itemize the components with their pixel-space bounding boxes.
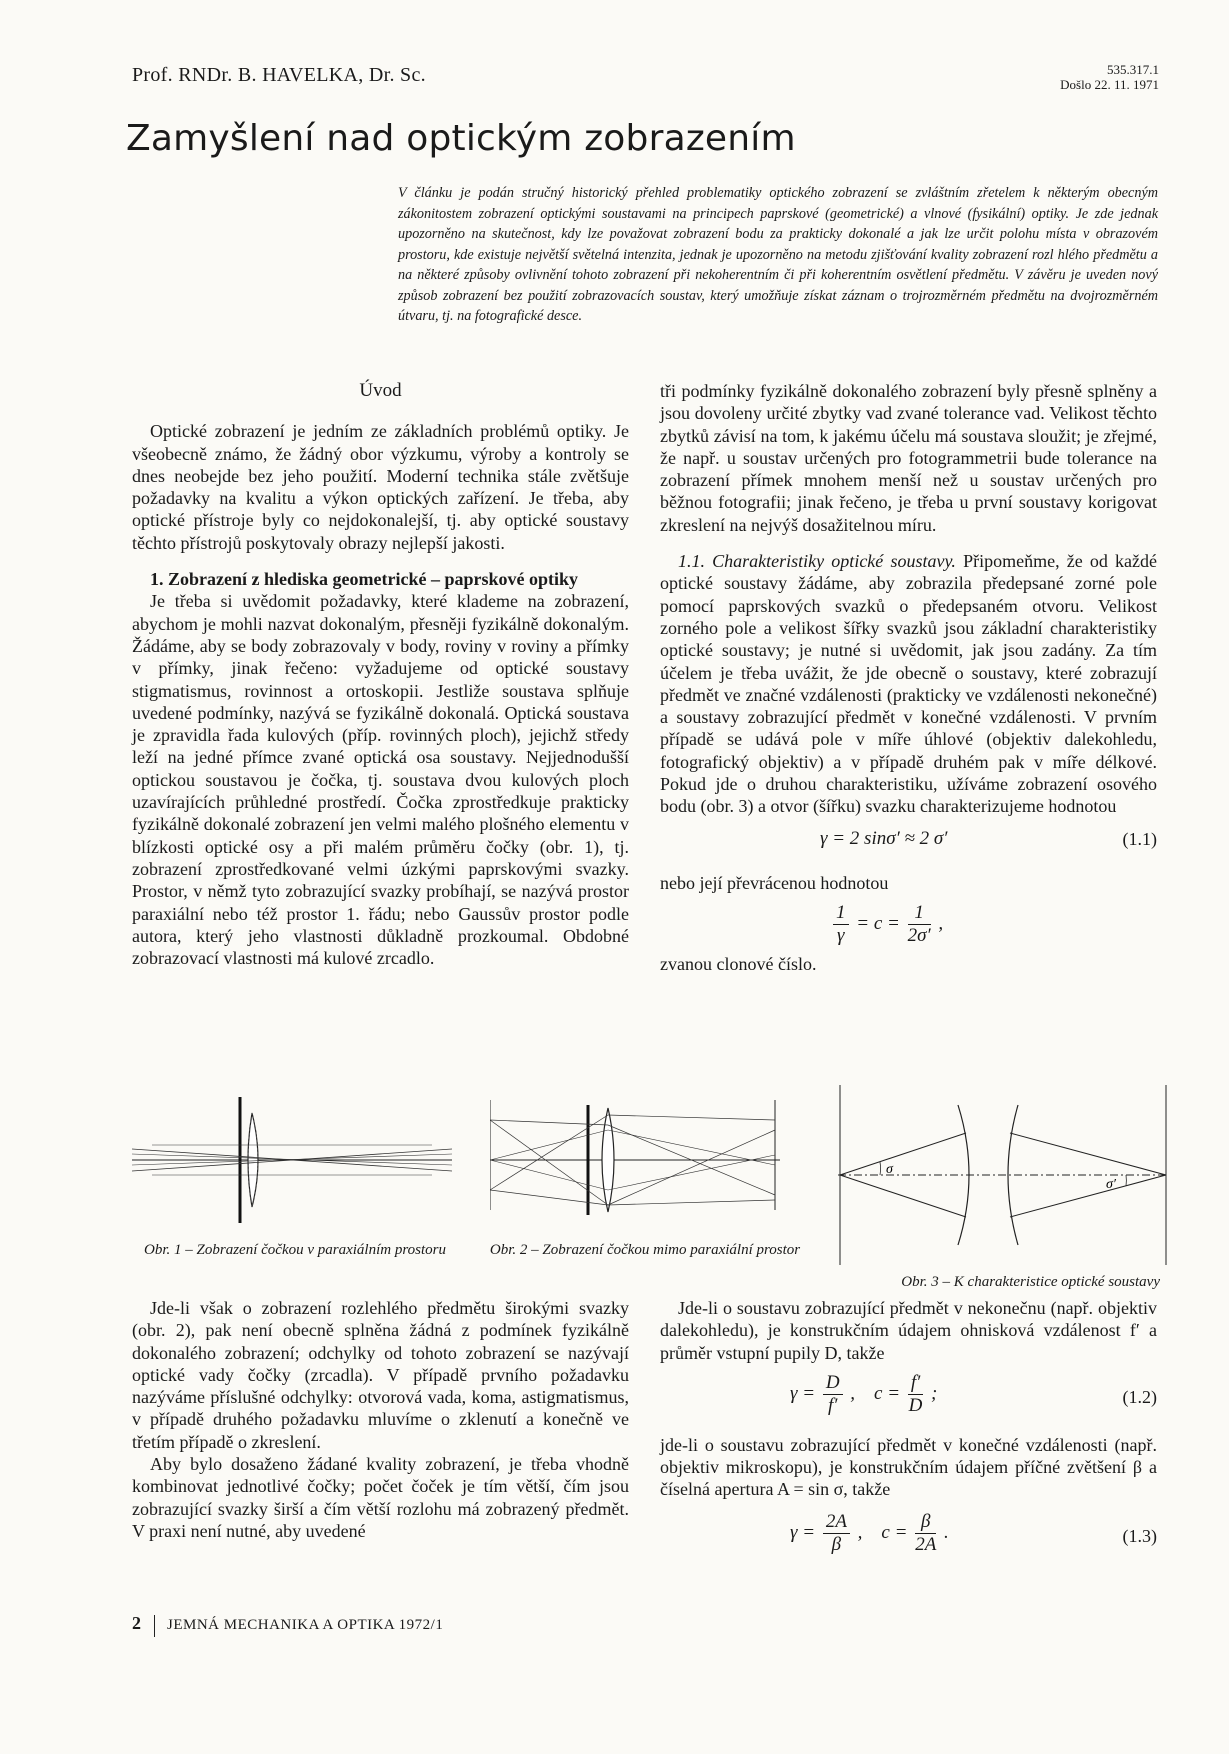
eq13-separator: , <box>857 1521 863 1543</box>
f-number-text: zvanou clonové číslo. <box>660 953 817 974</box>
fraction-numerator: 1 <box>908 902 931 925</box>
figure-1-caption: Obr. 1 – Zobrazení čočkou v paraxiálním prostoru <box>144 1242 446 1258</box>
marginal-ray <box>840 1133 966 1175</box>
eq13-c: c = <box>881 1521 908 1543</box>
equation-clone-number <box>830 902 1157 947</box>
page-number: 2 <box>132 1613 142 1633</box>
equation-middle: = c = <box>856 912 900 934</box>
fraction-numerator: 2A <box>823 1511 850 1534</box>
section-1-paragraph: Je třeba si uvědomit požadavky, které klademe na zobrazení, abychom je mohli nazvat dokonalým, přesněji fyzikálně dokonalým. Žádáme, aby se body zobrazovaly v body, roviny v roviny a přímky v přímky, jinak řečeno: vyžadujeme od optické soustavy stigmatismus, rovinnost a ortoskopii. Jestliže soustava splňuje uvedené podmínky, nazývá se fyzikálně dokonalá. Optická soustava je zpravidla řada kulových (příp. rovinných ploch), jejichž středy leží na jedné přímce zvané optická osa soustavy. Nejjednodušší optickou soustavou je čočka, tj. soustava dvou kulových ploch uzavírajících průhledné prostředí. Čočka zprostředkuje prakticky fyzikálně dokonalé zobrazení jen velmi malého plošného elementu v blízkosti optické osy a při malém průměru čočky (obr. 1), tj. zobrazení zprostředkované velmi úzkými paprskovými svazky. Prostor, v němž tyto zobrazující svazky probíhají, se nazývá prostor paraxiální nebo též prostor 1. řádu; nebo Gaussův prostor podle autora, který jeho vlastnosti důkladně prozkoumal. Obdobné zobrazovací vlastnosti má kulové zrcadlo. <box>132 591 629 969</box>
eq12-gamma: γ = <box>790 1382 816 1404</box>
fraction-numerator: β <box>915 1511 936 1534</box>
subsection-number: 1.1. <box>678 551 705 572</box>
sigma-prime-label: σ′ <box>1106 1177 1116 1192</box>
characteristics-text: Připomeňme, že od každé optické soustavy žádáme, aby zobrazila předepsané zorné pole pomocí paprskových svazků o předepsaném otvoru. Velikost zorného pole a velikost šířky svazků jsou základní charakteristiky optické soustavy; je nutné si uvědomit, jak jsou zadány. Za tím účelem je třeba uvážit, že jde obecně o soustavy, které zobrazují předmět ve značné vzdálenosti (prakticky ve vzdálenosti nekonečné) a soustavy zobrazující předmět v konečné vzdálenosti. V prvním případě se udává pole v míře úhlové (objektiv dalekohledu, fotografický objektiv) a v případě druhém pak v míře délkové. Pokud jde o druhou charakteristiku, užíváme zobrazení osového bodu (obr. 3) a otvor (šířku) svazku charakterizujeme hodnotou <box>660 551 1158 817</box>
eq12-separator: , <box>850 1382 856 1404</box>
tolerance-paragraph: tři podmínky fyzikálně dokonalého zobrazení byly přesně splněny a jsou dovoleny určité zbytky vad zvané tolerance vad. Velikost těchto zbytků závisí na tom, k jakému účelu má soustava sloužit; je zřejmé, že např. u soustav určených pro fotogrammetrii bude tolerance na zobrazení přímek mnohem menší než u soustav určených pro běžnou fotografii; jinak řečeno, je třeba u první soustavy korigovat zkreslení na nejvýš dosažitelnou míru. <box>660 381 1157 535</box>
equation-1-3-number: (1.3) <box>1122 1525 1157 1546</box>
author-name: Prof. RNDr. B. HAVELKA, Dr. Sc. <box>132 64 426 86</box>
figure-2-wide-lens <box>490 1100 780 1250</box>
equation-1-2 <box>660 1372 1157 1424</box>
equation-comma: , <box>938 912 944 934</box>
column-left-top <box>132 380 629 969</box>
lens-shape <box>248 1113 258 1207</box>
fraction-denominator: 2A <box>915 1533 937 1555</box>
marginal-ray <box>1010 1133 1166 1175</box>
fraction-denominator: f′ <box>827 1394 838 1416</box>
eq13-gamma: γ = <box>790 1521 816 1543</box>
sigma-label: σ <box>886 1162 893 1177</box>
journal-name: JEMNÁ MECHANIKA A OPTIKA 1972/1 <box>167 1617 444 1633</box>
intro-paragraph: Optické zobrazení je jedním ze základních problémů optiky. Je všeobecně známo, že žádný obor výzkumu, výroby a kontroly se dnes neobejde bez jeho použití. Moderní technika stále zvětšuje požadavky na kvalitu a výkon optických zařízení. Je třeba, aby optické přístroje byly co nejdokonalejší, tj. aby optické soustavy těchto přístrojů poskytovaly obrazy nejlepší jakosti. <box>132 421 629 553</box>
fraction-denominator: D <box>908 1394 923 1416</box>
ray <box>490 1130 608 1160</box>
fraction-denominator: β <box>831 1533 842 1555</box>
lens-combination-paragraph: Aby bylo dosaženo žádané kvality zobrazení, je třeba vhodně kombinovat jednotlivé čočky; počet čoček je tím větší, čím jsou zobrazující svazky širší a čím větší rozlohu má zobrazený předmět. V praxi není nutné, aby uvedené <box>132 1454 629 1541</box>
fraction-one-over-gamma <box>833 902 849 947</box>
ray <box>490 1115 608 1190</box>
lens-shape <box>602 1108 614 1212</box>
equation-1-1 <box>660 828 1157 862</box>
figure-1-paraxial-lens <box>132 1085 452 1235</box>
fraction-numerator: D <box>823 1372 843 1395</box>
reciprocal-text: nebo její převrácenou hodnotou <box>660 872 889 893</box>
received-date: Došlo 22. 11. 1971 <box>1060 77 1159 92</box>
eq12-c: c = <box>874 1382 901 1404</box>
udc-code: 535.317.1 <box>1107 62 1159 77</box>
subsection-title: Charakteristiky optické soustavy. <box>712 551 956 572</box>
fraction-numerator: f′ <box>908 1372 923 1395</box>
page-footer <box>132 1613 443 1637</box>
eq13-fraction-2a-over-beta <box>823 1511 850 1556</box>
marginal-ray <box>840 1175 966 1217</box>
equation-1-1-expression: γ = 2 sinσ′ ≈ 2 σ′ <box>820 827 948 849</box>
fraction-one-over-two-sigma <box>908 902 931 947</box>
eq13-end: . <box>944 1521 949 1543</box>
column-left-bottom <box>132 1297 629 1542</box>
eq12-fraction-f-over-d <box>908 1372 923 1417</box>
section-1-heading: 1. Zobrazení z hlediska geometrické – paprskové optiky <box>150 569 578 590</box>
fraction-denominator: γ <box>837 924 845 946</box>
infinity-object-paragraph: Jde-li o soustavu zobrazující předmět v nekonečnu (např. objektiv dalekohledu), je konstrukčním údajem ohnisková vzdálenost f′ a průměr vstupní pupily D, takže <box>660 1298 1157 1363</box>
column-right-top <box>660 380 1157 975</box>
equation-1-3 <box>660 1511 1157 1563</box>
finite-object-paragraph: jde-li o soustavu zobrazující předmět v konečné vzdálenosti (např. objektiv mikroskopu), je konstrukčním údajem příčné zvětšení β a číselná apertura A = sin σ, takže <box>660 1434 1157 1500</box>
ray <box>608 1200 775 1205</box>
fraction-numerator: 1 <box>833 902 849 925</box>
ray <box>490 1120 608 1125</box>
eq12-fraction-d-over-f <box>823 1372 843 1417</box>
ray <box>490 1160 608 1190</box>
eq12-end: ; <box>931 1382 938 1404</box>
equation-1-2-number: (1.2) <box>1122 1386 1157 1407</box>
ray <box>608 1130 775 1205</box>
figure-3-optical-system <box>838 1085 1168 1265</box>
ray <box>608 1115 775 1120</box>
article-reference <box>1060 62 1159 92</box>
wide-beams-paragraph: Jde-li však o zobrazení rozlehlého předmětu širokými svazky (obr. 2), pak není obecně splněna žádná z podmínek fyzikálně dokonalého zobrazení; odchylky od tohoto zobrazení se nazývají optické vady čočky (zrcadla). V případě prvního požadavku nazýváme příslušné odchylky: otvorová vada, koma, astigmatismus, v případě druhého požadavku mluvíme o zklenutí a konečně ve třetím případě o zkreslení. <box>132 1298 629 1452</box>
equation-1-1-number: (1.1) <box>1122 828 1157 849</box>
characteristics-paragraph <box>660 550 1157 818</box>
article-title: Zamyšlení nad optickým zobrazením <box>126 118 796 159</box>
figure-2-caption: Obr. 2 – Zobrazení čočkou mimo paraxiální prostor <box>489 1242 801 1258</box>
angle-sigma-arc <box>880 1162 881 1175</box>
figure-3-caption: Obr. 3 – K charakteristice optické soustavy <box>901 1274 1160 1290</box>
marginal-ray <box>1010 1175 1166 1217</box>
abstract: V článku je podán stručný historický přehled problematiky optického zobrazení se zvláštním zřetelem k některým obecným zákonitostem zobrazení optickými soustavami na principech paprskové (geometrické) a vlnové (fysikální) optiky. Je zde jednak upozorněno na skutečnost, kdy lze považovat zobrazení bodu za prakticky dokonalé a jak lze určit polohu místa v obrazovém prostoru, kde existuje největší světelná intenzita, jednak je upozorněno na metodu zjišťování kvality zobrazení rozl hlého předmětu a na některé způsoby ovlivnění tohoto zobrazení při nekoherentním či při koherentním osvětlení předmětu. V závěru je uveden nový způsob zobrazení bez použití zobrazovacích soustav, který umožňuje získat záznam o trojrozměrném předmětu na dvojrozměrném útvaru, tj. na fotografické desce. <box>398 185 1158 324</box>
column-right-bottom <box>660 1297 1157 1563</box>
footer-divider <box>154 1615 155 1637</box>
eq13-fraction-beta-over-2a <box>915 1511 936 1556</box>
intro-heading: Úvod <box>359 380 402 401</box>
fraction-denominator: 2σ′ <box>907 924 931 946</box>
